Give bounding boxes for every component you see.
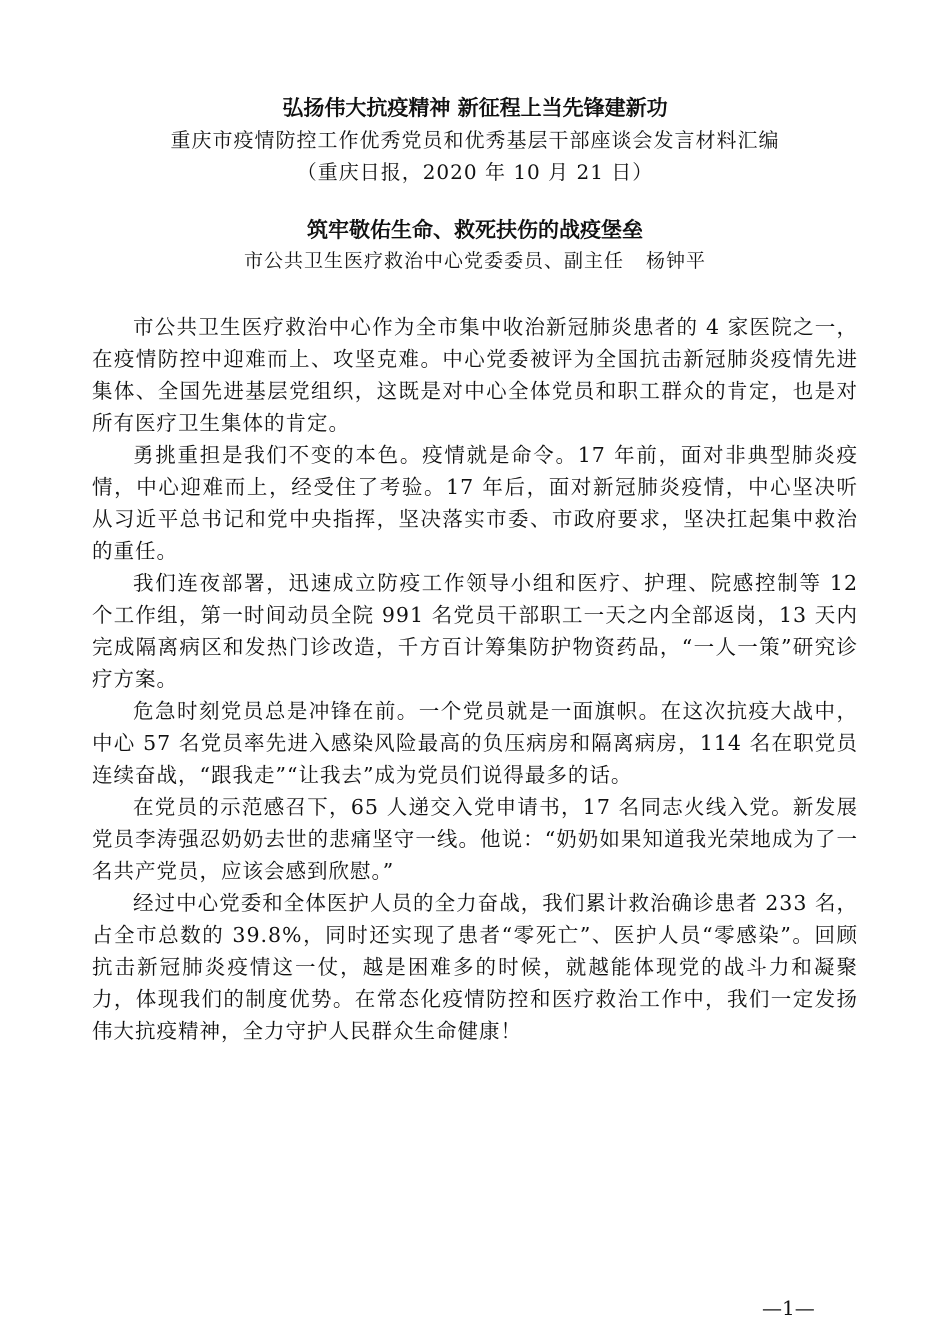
author-name: 杨钟平 <box>646 250 707 272</box>
author-position: 市公共卫生医疗救治中心党委委员、副主任 <box>243 250 624 272</box>
paragraph: 我们连夜部署，迅速成立防疫工作领导小组和医疗、护理、院感控制等 12 个工作组，第一时间动员全院 991 名党员干部职工一天之内全部返岗，13 天内完成隔离病区和发热门诊改造，千方百计筹集防护物资药品，“一人一策”研究诊疗方案。 <box>92 571 858 691</box>
paragraph: 市公共卫生医疗救治中心作为全市集中收治新冠肺炎患者的 4 家医院之一， 在疫情防控中迎难而上、攻坚克难。中心党委被评为全国抗击新冠肺炎疫情先进集体、全国先进基层党组织，这既是对中心全体党员和职工群众的肯定，也是对所有医疗卫生集体的肯定。 <box>92 315 858 435</box>
publication-source: （重庆日报，2020 年 10 月 21 日） <box>296 160 654 184</box>
page-number: —1— <box>762 1296 815 1320</box>
compilation-subtitle: 重庆市疫情防控工作优秀党员和优秀基层干部座谈会发言材料汇编 <box>170 128 780 152</box>
paragraph: 在党员的示范感召下，65 人递交入党申请书，17 名同志火线入党。新发展党员李涛强忍奶奶去世的悲痛坚守一线。他说：“奶奶如果知道我光荣地成为了一名共产党员，应该会感到欣慰。” <box>92 795 858 883</box>
paragraph: 危急时刻党员总是冲锋在前。一个党员就是一面旗帜。在这次抗疫大战中，中心 57 名党员率先进入感染风险最高的负压病房和隔离病房，114 名在职党员连续奋战，“跟我走”“让我去”成为党员们说得最多的话。 <box>92 699 858 787</box>
compilation-title: 弘扬伟大抗疫精神 新征程上当先锋建新功 <box>282 95 668 120</box>
article-title: 筑牢敬佑生命、救死扶伤的战疫堡垒 <box>307 217 643 242</box>
article-body <box>92 311 858 1047</box>
byline <box>0 246 950 273</box>
paragraph: 经过中心党委和全体医护人员的全力奋战，我们累计救治确诊患者 233 名， 占全市总数的 39.8%，同时还实现了患者“零死亡”、医护人员“零感染”。回顾抗击新冠肺炎疫情这一仗，越是困难多的时候，就越能体现党的战斗力和凝聚力，体现我们的制度优势。在常态化疫情防控和医疗救治工作中，我们一定发扬伟大抗疫精神，全力守护人民群众生命健康！ <box>92 891 858 1043</box>
paragraph: 勇挑重担是我们不变的本色。疫情就是命令。17 年前，面对非典型肺炎疫情，中心迎难而上，经受住了考验。17 年后，面对新冠肺炎疫情，中心坚决听从习近平总书记和党中央指挥，坚决落实市委、市政府要求，坚决扛起集中救治的重任。 <box>92 443 858 563</box>
